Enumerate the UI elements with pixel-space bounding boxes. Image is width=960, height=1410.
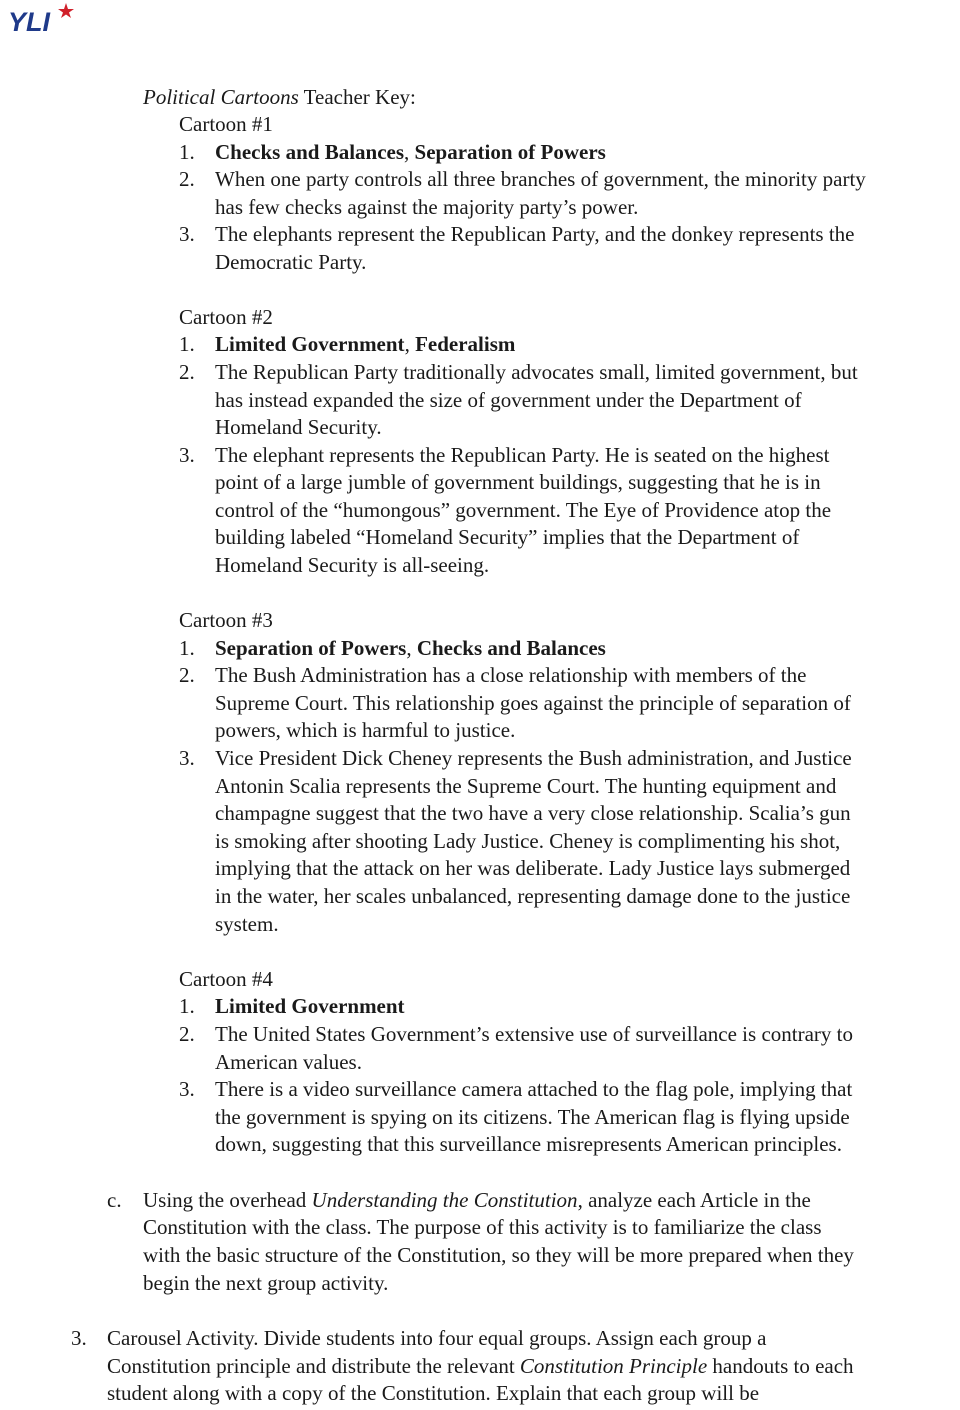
cartoon-3-answer-3-line: Antonin Scalia represents the Supreme Court. The hunting equipment and xyxy=(215,774,837,798)
cartoon-3-answer-2-line: The Bush Administration has a close relationship with members of the xyxy=(215,663,807,687)
cartoon-4-answer-2-line: American values. xyxy=(215,1050,362,1074)
cartoon-1-answer-2-line: has few checks against the majority party’s power. xyxy=(215,195,639,219)
cartoon-4-answer-3-line: There is a video surveillance camera attached to the flag pole, implying that xyxy=(215,1077,853,1101)
list-number: 1. xyxy=(179,332,195,356)
cartoon-4-title: Cartoon #4 xyxy=(179,967,273,991)
cartoon-3-answer-2-line: powers, which is harmful to justice. xyxy=(215,718,516,742)
cartoon-1-answer-3-line: The elephants represent the Republican Party, and the donkey represents the xyxy=(215,222,855,246)
logo-star-icon xyxy=(58,3,74,18)
cartoon-3-answer-3-line: in the water, her scales unbalanced, representing damage done to the justice xyxy=(215,884,851,908)
cartoon-3-answer-3-line: system. xyxy=(215,912,279,936)
cartoon-3-answer-1: Separation of Powers, Checks and Balances xyxy=(215,636,606,660)
cartoon-4-answer-1: Limited Government xyxy=(215,994,405,1018)
cartoon-2-answer-3-line: building labeled “Homeland Security” implies that the Department of xyxy=(215,525,800,549)
cartoon-2-answer-3-line: control of the “humongous” government. The Eye of Providence atop the xyxy=(215,498,832,522)
list-marker-3: 3. xyxy=(71,1326,87,1350)
yli-logo xyxy=(8,2,76,34)
heading-rest: Teacher Key: xyxy=(298,85,416,109)
list-number: 3. xyxy=(179,222,195,246)
list-number: 2. xyxy=(179,1022,195,1046)
cartoon-2-answer-2-line: The Republican Party traditionally advocates small, limited government, but xyxy=(215,360,858,384)
list-marker-c: c. xyxy=(107,1188,122,1212)
item-c-line: begin the next group activity. xyxy=(143,1271,389,1295)
cartoon-2-answer-2-line: Homeland Security. xyxy=(215,415,382,439)
cartoon-1-answer-1: Checks and Balances, Separation of Powers xyxy=(215,140,606,164)
cartoon-2-answer-1: Limited Government, Federalism xyxy=(215,332,516,356)
cartoon-4-answer-2-line: The United States Government’s extensive use of surveillance is contrary to xyxy=(215,1022,853,1046)
cartoon-4-answer-3-line: the government is spying on its citizens. The American flag is flying upside xyxy=(215,1105,850,1129)
cartoon-4-answer-3-line: down, suggesting that this surveillance misrepresents American principles. xyxy=(215,1132,842,1156)
cartoon-3-title: Cartoon #3 xyxy=(179,608,273,632)
list-number: 1. xyxy=(179,636,195,660)
list-number: 3. xyxy=(179,1077,195,1101)
cartoon-2-answer-2-line: has instead expanded the size of government under the Department of xyxy=(215,388,802,412)
cartoon-1-answer-3-line: Democratic Party. xyxy=(215,250,367,274)
item-3-line: Carousel Activity. Divide students into four equal groups. Assign each group a xyxy=(107,1326,767,1350)
cartoon-2-answer-3-line: point of a large jumble of government buildings, suggesting that he is in xyxy=(215,470,821,494)
cartoon-1-answer-2-line: When one party controls all three branches of government, the minority party xyxy=(215,167,866,191)
item-3-line: student along with a copy of the Constitution. Explain that each group will be xyxy=(107,1381,760,1405)
cartoon-2-answer-3-line: The elephant represents the Republican Party. He is seated on the highest xyxy=(215,443,830,467)
page-heading xyxy=(143,84,416,111)
cartoon-3-answer-3-line: is smoking after shooting Lady Justice. Cheney is complimenting his shot, xyxy=(215,829,841,853)
cartoon-3-answer-3-line: implying that the attack on her was deliberate. Lady Justice lays submerged xyxy=(215,856,851,880)
cartoon-1-title: Cartoon #1 xyxy=(179,112,273,136)
cartoon-3-answer-3-line: Vice President Dick Cheney represents the Bush administration, and Justice xyxy=(215,746,852,770)
list-number: 3. xyxy=(179,443,195,467)
logo-text: YLI xyxy=(8,7,51,34)
item-c-line: Using the overhead Understanding the Constitution, analyze each Article in the xyxy=(143,1188,811,1212)
item-c-line: with the basic structure of the Constitution, so they will be more prepared when they xyxy=(143,1243,854,1267)
list-number: 1. xyxy=(179,140,195,164)
heading-italic: Political Cartoons xyxy=(143,85,299,109)
list-number: 1. xyxy=(179,994,195,1018)
cartoon-3-answer-2-line: Supreme Court. This relationship goes against the principle of separation of xyxy=(215,691,851,715)
cartoon-2-answer-3-line: Homeland Security is all-seeing. xyxy=(215,553,490,577)
cartoon-2-title: Cartoon #2 xyxy=(179,305,273,329)
item-3-line: Constitution principle and distribute the relevant Constitution Principle handouts to each xyxy=(107,1354,854,1378)
item-c-line: Constitution with the class. The purpose of this activity is to familiarize the class xyxy=(143,1215,822,1239)
cartoon-3-answer-3-line: champagne suggest that the two have a very close relationship. Scalia’s gun xyxy=(215,801,851,825)
list-number: 2. xyxy=(179,663,195,687)
list-number: 2. xyxy=(179,360,195,384)
list-number: 2. xyxy=(179,167,195,191)
list-number: 3. xyxy=(179,746,195,770)
